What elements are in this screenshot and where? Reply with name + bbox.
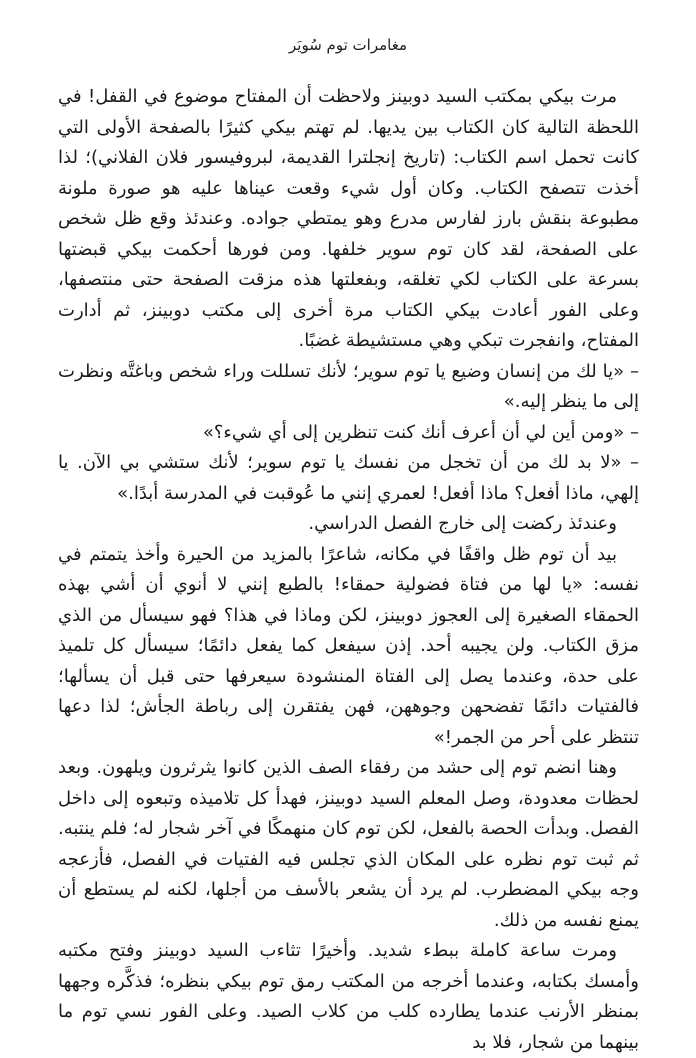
paragraph: – «يا لك من إنسان وضيع يا توم سوير؛ لأنك تسللت وراء شخص وباغتَّه ونظرت إلى ما ينظر إليه.» xyxy=(58,360,639,412)
paragraph: ومرت ساعة كاملة ببطء شديد. وأخيرًا تثاءب السيد دوبينز وفتح مكتبه وأمسك بكتابه، وعندما أخرجه من المكتب رمق توم بيكي بنظره؛ فذكَّره وجهها بمنظر الأرنب عندما يطارده كلب من كلاب الصيد. وعلى الفور نسي توم ما بينهما من شجار، فلا بد xyxy=(58,940,639,1053)
paragraph: – «ومن أين لي أن أعرف أنك كنت تنظرين إلى أي شيء؟» xyxy=(202,421,639,443)
body-text xyxy=(58,82,639,1058)
running-title: مغامرات توم سُويَر xyxy=(289,36,407,54)
paragraph: وعندئذ ركضت إلى خارج الفصل الدراسي. xyxy=(308,513,617,534)
paragraph: وهنا انضم توم إلى حشد من رفقاء الصف الذين كانوا يثرثرون ويلهون. وبعد لحظات معدودة، وصل المعلم السيد دوبينز، فهدأ كل تلاميذه وتبعوه إلى داخل الفصل. وبدأت الحصة بالفعل، لكن توم كان منهمكًا في آخر شجار له؛ فلم ينتبه. ثم ثبت توم نظره على المكان الذي تجلس فيه الفتيات في الفصل، فأزعجه وجه بيكي المضطرب. لم يرد أن يشعر بالأسف من أجلها، لكنه لم يستطع أن يمنع نفسه من ذلك. xyxy=(58,757,639,931)
paragraph: مرت بيكي بمكتب السيد دوبينز ولاحظت أن المفتاح موضوع في القفل! في اللحظة التالية كان الكتاب بين يديها. لم تهتم بيكي كثيرًا بالصفحة الأولى التي كانت تحمل اسم الكتاب: (تاريخ إنجلترا القديمة، لبروفيسور فلان الفلاني)؛ لذا أخذت تتصفح الكتاب. وكان أول شيء وقعت عيناها عليه هو صورة ملونة مطبوعة بنقش بارز لفارس مدرع وهو يمتطي جواده. وعندئذ وقع ظل شخص على الصفحة، لقد كان توم سوير خلفها. ومن فورها أحكمت بيكي قبضتها بسرعة على الكتاب لكي تغلقه، وبفعلتها هذه مزقت الصفحة حتى منتصفها، وعلى الفور أعادت بيكي الكتاب مرة أخرى إلى مكتب دوبينز، ثم أدارت المفتاح، وانفجرت تبكي وهي مستشيطة غضبًا. xyxy=(58,86,639,351)
paragraph: – «لا بد لك من أن تخجل من نفسك يا توم سوير؛ لأنك ستشي بي الآن. يا إلهي، ماذا أفعل؟ ماذا أفعل! لعمري إنني ما عُوقبت في المدرسة أبدًا.» xyxy=(58,452,639,504)
paragraph: بيد أن توم ظل واقفًا في مكانه، شاعرًا بالمزيد من الحيرة وأخذ يتمتم في نفسه: «يا لها من فتاة فضولية حمقاء! بالطبع إنني لا أنوي أن أشي بهذه الحمقاء الصغيرة إلى العجوز دوبينز، لكن وماذا في هذا؟ فهو سيسأل من الذي مزق الكتاب. ولن يجيبه أحد. إذن سيفعل كما يفعل دائمًا؛ سيسأل كل تلميذ على حدة، وعندما يصل إلى الفتاة المنشودة سيعرفها حتى قبل أن يسألها؛ فالفتيات دائمًا تفضحهن وجوههن، فهن يفتقرن إلى رباطة الجأش؛ لذا دعها تنتظر على أحر من الجمر!» xyxy=(58,543,639,748)
